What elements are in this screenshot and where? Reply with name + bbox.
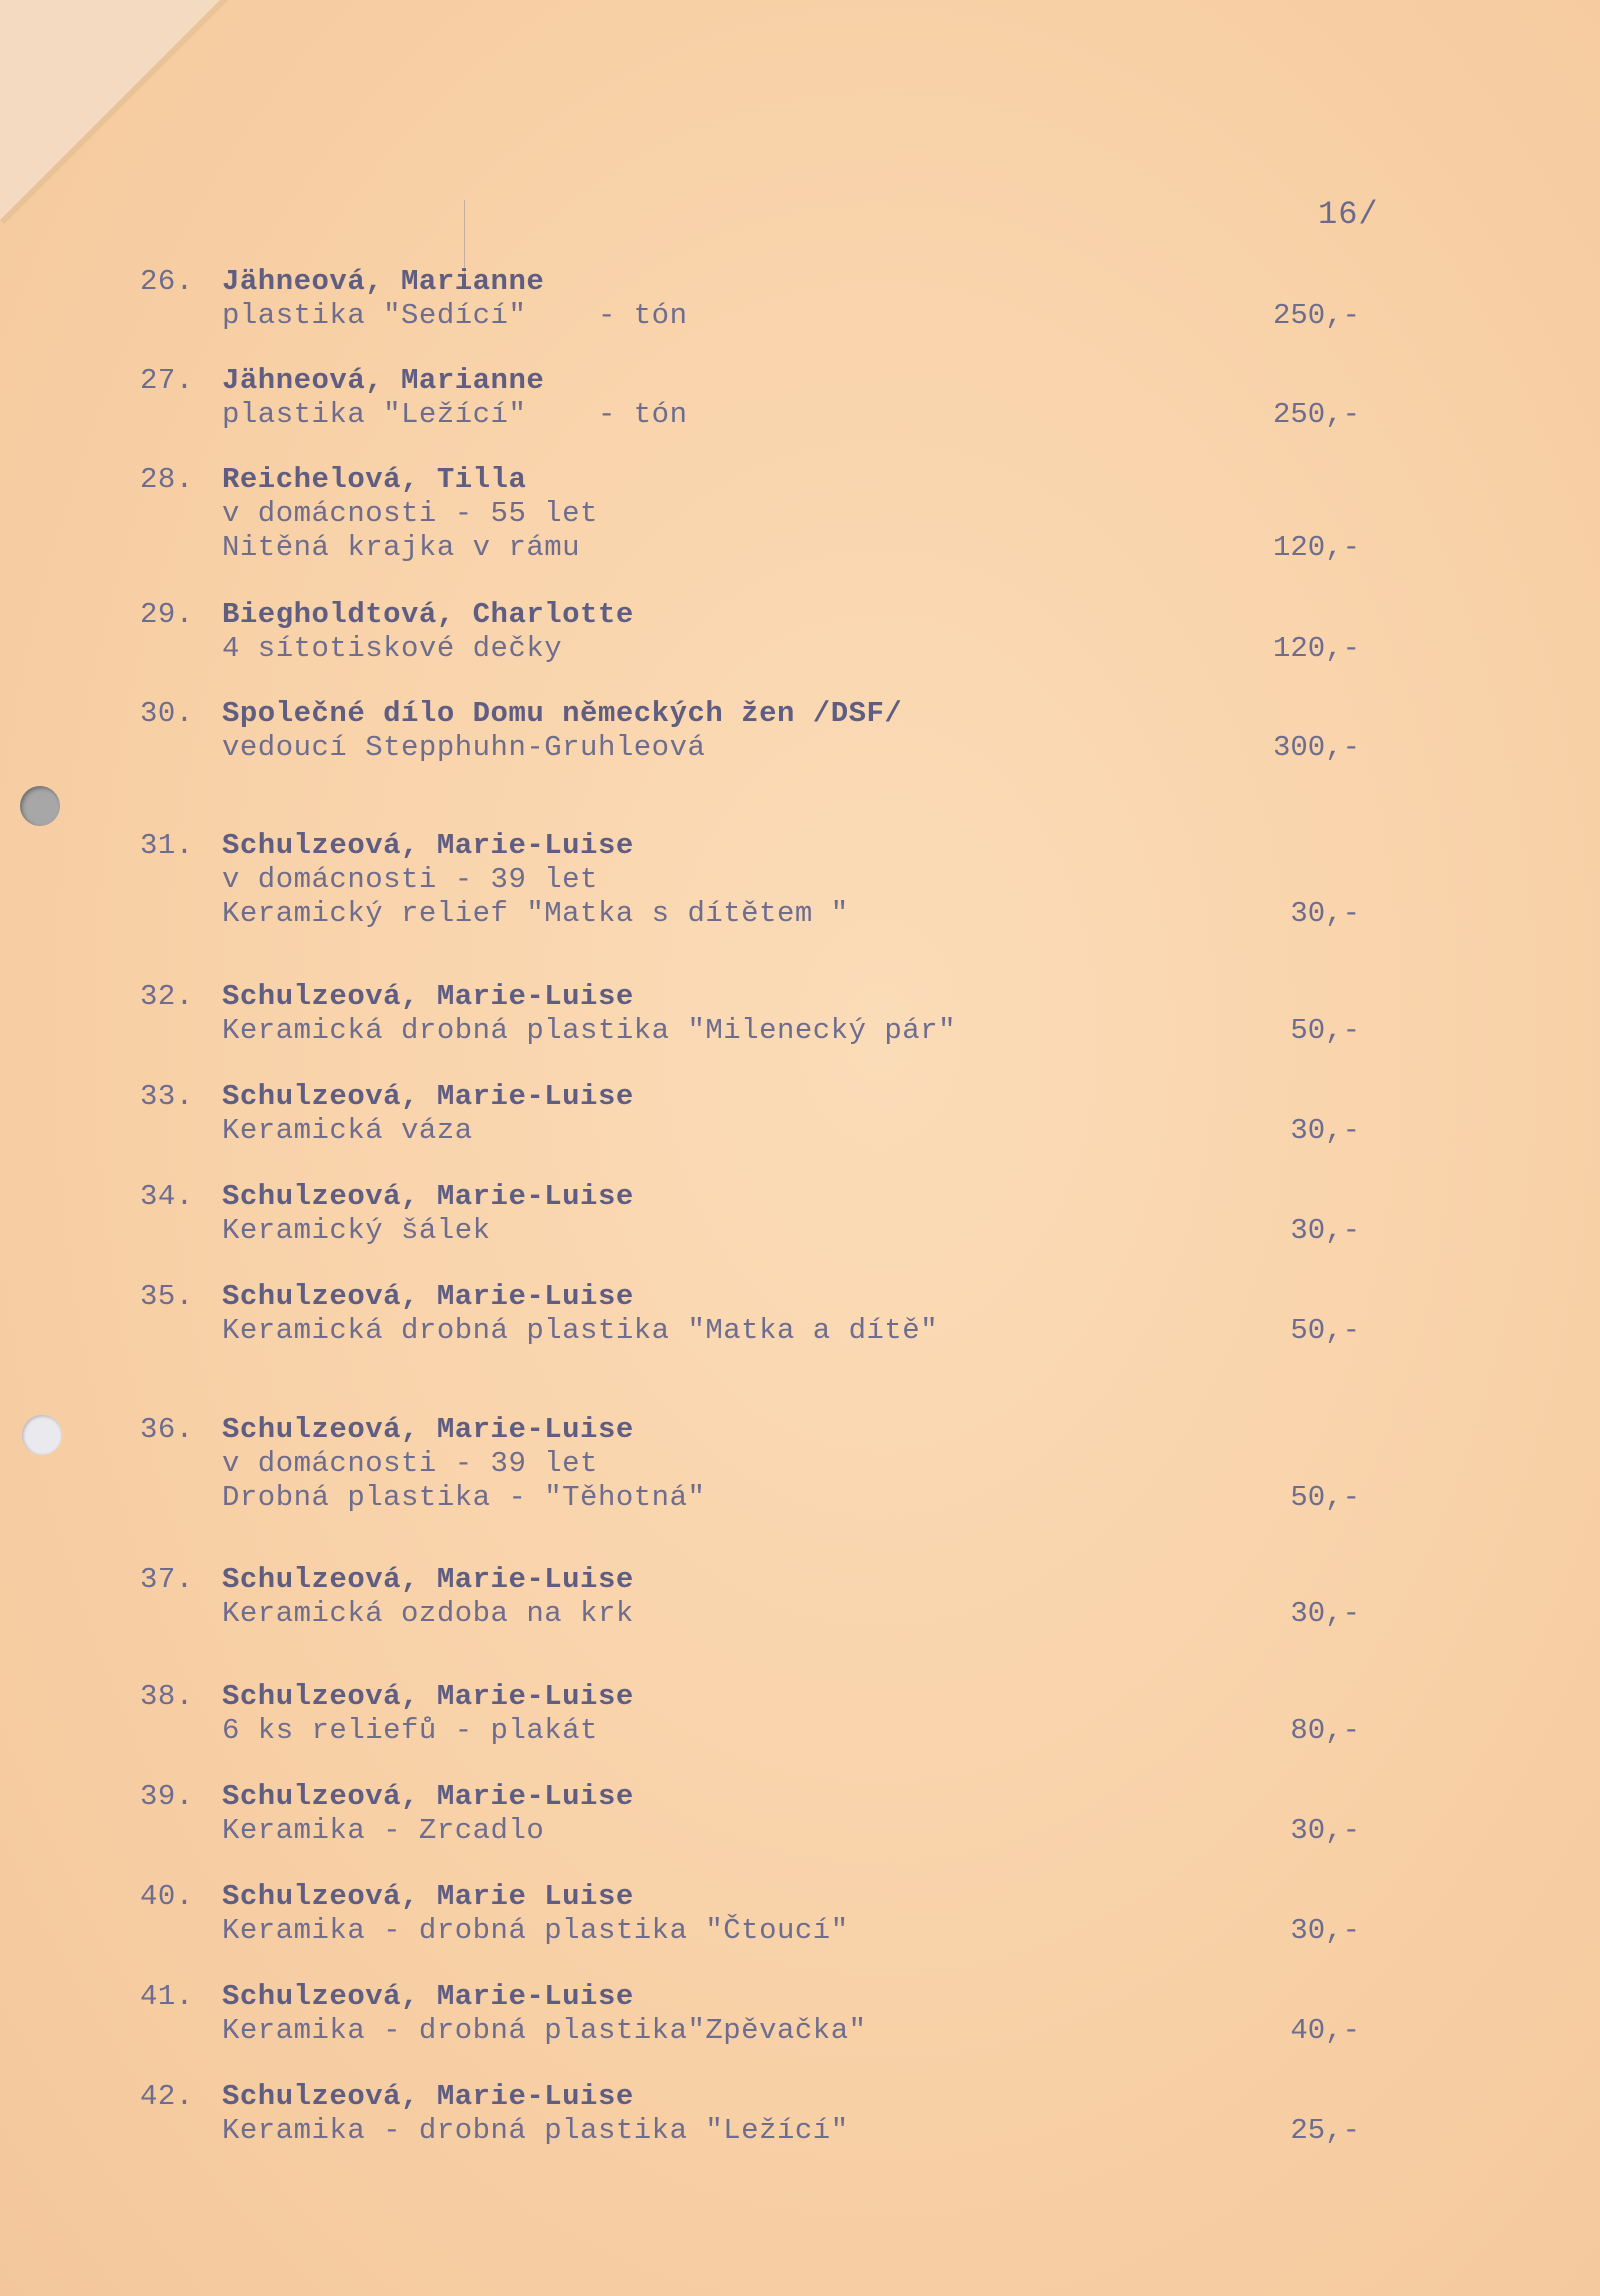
list-item <box>140 2080 1360 2148</box>
list-item <box>140 1880 1360 1948</box>
item-number: 30. <box>140 697 194 730</box>
list-item <box>140 1180 1360 1248</box>
list-item <box>140 697 1360 765</box>
list-item <box>140 1980 1360 2048</box>
item-author: Schulzeová, Marie-Luise <box>222 980 634 1013</box>
item-description: 6 ks reliefů - plakát <box>222 1714 598 1747</box>
item-number: 38. <box>140 1680 194 1713</box>
item-detail-row <box>140 1214 1360 1248</box>
item-detail-row <box>140 1597 1360 1631</box>
item-detail-row <box>140 1814 1360 1848</box>
item-price: 250,- <box>1272 398 1360 431</box>
item-detail-row <box>140 2114 1360 2148</box>
item-author: Jähneová, Marianne <box>222 265 545 298</box>
item-number: 35. <box>140 1280 194 1313</box>
item-price: 30,- <box>1290 1914 1360 1947</box>
item-description: plastika "Sedící" - tón <box>222 299 688 332</box>
item-price: 300,- <box>1272 731 1360 764</box>
item-number: 37. <box>140 1563 194 1596</box>
item-number: 40. <box>140 1880 194 1913</box>
item-number: 31. <box>140 829 194 862</box>
item-detail-row <box>140 897 1360 931</box>
list-item <box>140 1413 1360 1515</box>
item-detail-row <box>140 863 1360 897</box>
item-author-row <box>140 697 1360 731</box>
punch-hole-lower <box>22 1415 62 1455</box>
item-author-row <box>140 829 1360 863</box>
item-author: Schulzeová, Marie-Luise <box>222 1413 634 1446</box>
item-description: Keramický relief "Matka s dítětem " <box>222 897 849 930</box>
list-item <box>140 463 1360 565</box>
item-author: Jähneová, Marianne <box>222 364 545 397</box>
item-author-row <box>140 598 1360 632</box>
item-description: Drobná plastika - "Těhotná" <box>222 1481 706 1514</box>
item-number: 39. <box>140 1780 194 1813</box>
item-author-row <box>140 1180 1360 1214</box>
item-price: 50,- <box>1290 1481 1360 1514</box>
item-price: 30,- <box>1290 897 1360 930</box>
item-detail-row <box>140 497 1360 531</box>
list-item <box>140 598 1360 666</box>
item-author: Společné dílo Domu německých žen /DSF/ <box>222 697 903 730</box>
list-item <box>140 1080 1360 1148</box>
item-detail-row <box>140 531 1360 565</box>
item-description: Keramická ozdoba na krk <box>222 1597 634 1630</box>
item-detail-row <box>140 632 1360 666</box>
item-number: 41. <box>140 1980 194 2013</box>
item-author-row <box>140 1563 1360 1597</box>
item-author: Schulzeová, Marie-Luise <box>222 1563 634 1596</box>
item-detail-row <box>140 1314 1360 1348</box>
item-detail-row <box>140 1014 1360 1048</box>
item-author: Schulzeová, Marie-Luise <box>222 1680 634 1713</box>
item-description: Keramika - drobná plastika "Čtoucí" <box>222 1914 849 1947</box>
item-author: Schulzeová, Marie-Luise <box>222 1780 634 1813</box>
item-author-row <box>140 1780 1360 1814</box>
item-number: 32. <box>140 980 194 1013</box>
item-author-row <box>140 1080 1360 1114</box>
item-detail-row <box>140 398 1360 432</box>
item-detail-row <box>140 1914 1360 1948</box>
item-price: 50,- <box>1290 1314 1360 1347</box>
item-price: 30,- <box>1290 1114 1360 1147</box>
item-description: Keramická drobná plastika "Milenecký pár" <box>222 1014 957 1047</box>
item-author-row <box>140 1413 1360 1447</box>
item-author-row <box>140 463 1360 497</box>
item-description: Keramická váza <box>222 1114 473 1147</box>
item-author: Schulzeová, Marie-Luise <box>222 1080 634 1113</box>
item-price: 80,- <box>1290 1714 1360 1747</box>
item-author-row <box>140 265 1360 299</box>
item-author-row <box>140 1980 1360 2014</box>
item-number: 28. <box>140 463 194 496</box>
item-detail-row <box>140 2014 1360 2048</box>
item-number: 34. <box>140 1180 194 1213</box>
item-description: v domácnosti - 39 let <box>222 1447 598 1480</box>
item-author: Schulzeová, Marie-Luise <box>222 829 634 862</box>
item-author-row <box>140 980 1360 1014</box>
item-detail-row <box>140 1447 1360 1481</box>
item-price: 120,- <box>1272 632 1360 665</box>
item-description: Keramika - Zrcadlo <box>222 1814 545 1847</box>
item-detail-row <box>140 1481 1360 1515</box>
item-description: 4 sítotiskové dečky <box>222 632 563 665</box>
item-description: Nitěná krajka v rámu <box>222 531 581 564</box>
item-author-row <box>140 364 1360 398</box>
item-description: Keramická drobná plastika "Matka a dítě" <box>222 1314 939 1347</box>
item-description: Keramika - drobná plastika "Ležící" <box>222 2114 849 2147</box>
item-description: v domácnosti - 55 let <box>222 497 598 530</box>
item-description: Keramický šálek <box>222 1214 491 1247</box>
item-price: 50,- <box>1290 1014 1360 1047</box>
punch-hole-upper <box>20 786 60 826</box>
list-item <box>140 1563 1360 1631</box>
item-price: 30,- <box>1290 1814 1360 1847</box>
item-detail-row <box>140 1714 1360 1748</box>
item-detail-row <box>140 299 1360 333</box>
item-author: Schulzeová, Marie-Luise <box>222 1980 634 2013</box>
item-detail-row <box>140 1114 1360 1148</box>
item-price: 25,- <box>1290 2114 1360 2147</box>
item-number: 29. <box>140 598 194 631</box>
list-item <box>140 980 1360 1048</box>
item-description: Keramika - drobná plastika"Zpěvačka" <box>222 2014 867 2047</box>
list-item <box>140 265 1360 333</box>
list-item <box>140 1680 1360 1748</box>
item-author: Schulzeová, Marie-Luise <box>222 2080 634 2113</box>
item-number: 42. <box>140 2080 194 2113</box>
item-author-row <box>140 1880 1360 1914</box>
item-number: 27. <box>140 364 194 397</box>
item-description: plastika "Ležící" - tón <box>222 398 688 431</box>
item-author: Schulzeová, Marie-Luise <box>222 1280 634 1313</box>
item-author-row <box>140 2080 1360 2114</box>
item-number: 26. <box>140 265 194 298</box>
item-number: 36. <box>140 1413 194 1446</box>
list-item <box>140 364 1360 432</box>
item-author: Reichelová, Tilla <box>222 463 527 496</box>
item-description: vedoucí Stepphuhn-Gruhleová <box>222 731 706 764</box>
item-detail-row <box>140 731 1360 765</box>
item-author: Schulzeová, Marie Luise <box>222 1880 634 1913</box>
list-item <box>140 1280 1360 1348</box>
item-author-row <box>140 1680 1360 1714</box>
item-author-row <box>140 1280 1360 1314</box>
item-price: 120,- <box>1272 531 1360 564</box>
page-number: 16/ <box>1318 196 1379 233</box>
list-item <box>140 1780 1360 1848</box>
item-price: 40,- <box>1290 2014 1360 2047</box>
list-item <box>140 829 1360 931</box>
item-description: v domácnosti - 39 let <box>222 863 598 896</box>
item-price: 250,- <box>1272 299 1360 332</box>
item-price: 30,- <box>1290 1214 1360 1247</box>
item-author: Biegholdtová, Charlotte <box>222 598 634 631</box>
item-author: Schulzeová, Marie-Luise <box>222 1180 634 1213</box>
item-price: 30,- <box>1290 1597 1360 1630</box>
item-number: 33. <box>140 1080 194 1113</box>
